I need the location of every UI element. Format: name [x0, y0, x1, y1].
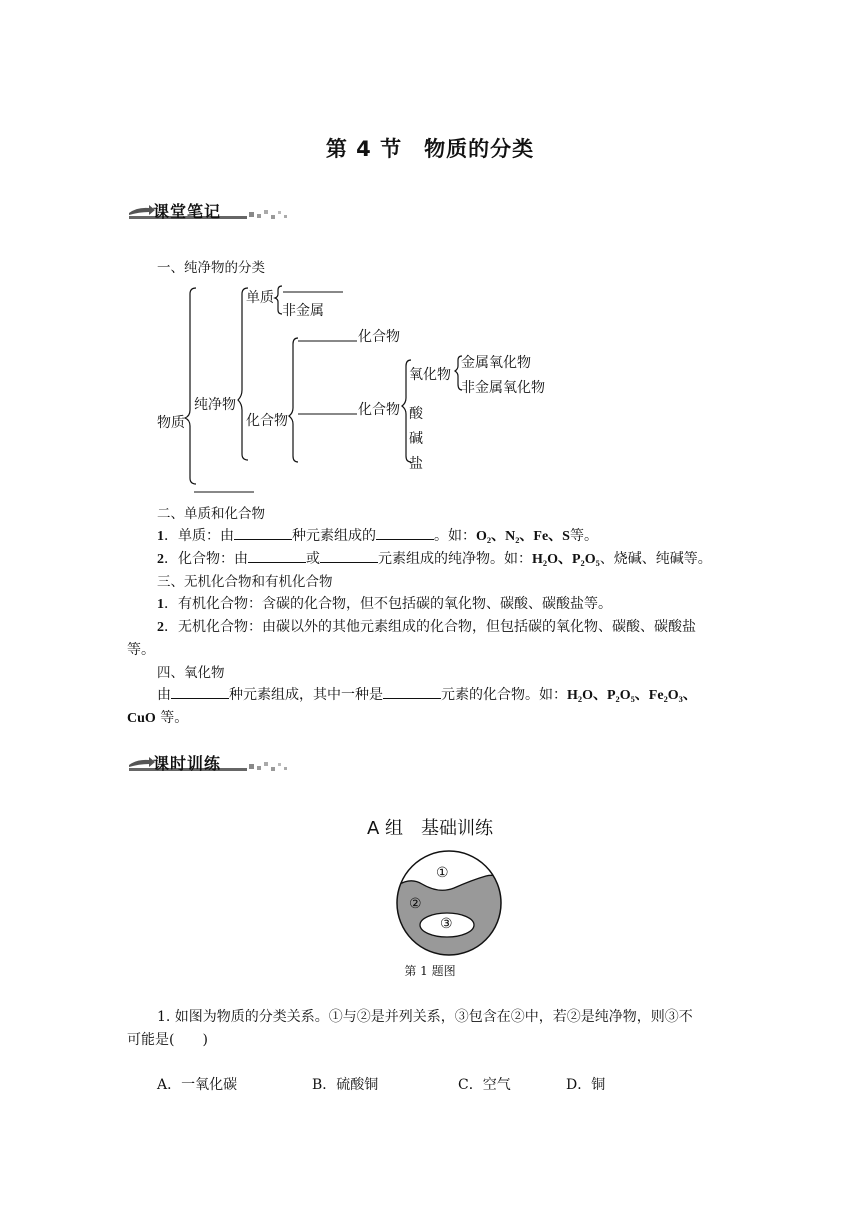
tree-node-compound1: 化合物	[358, 329, 400, 345]
tree-node-base: 碱	[409, 431, 423, 447]
fill-blank[interactable]	[376, 526, 434, 540]
text: 或	[306, 551, 320, 567]
text: 种元素组成的	[292, 528, 376, 544]
venn-figure	[394, 848, 504, 958]
fill-blank[interactable]	[320, 549, 378, 563]
tree-node-compound2: 化合物	[358, 402, 400, 418]
text-line	[157, 525, 598, 545]
text-line	[127, 707, 188, 727]
item-number: 2	[157, 620, 164, 635]
item-number: 1	[157, 529, 164, 544]
text: 、烧碱、纯碱等。	[599, 551, 712, 567]
option-a[interactable]: A．一氧化碳	[157, 1077, 238, 1093]
option-b[interactable]: B．硫酸铜	[312, 1077, 379, 1093]
option-c[interactable]: C．空气	[458, 1077, 511, 1093]
banner-title: 课时训练	[153, 754, 222, 773]
formula: H₂O、P₂O₅	[532, 552, 600, 567]
text-line: 等。	[127, 642, 155, 658]
question-stem: 可能是( )	[127, 1032, 208, 1048]
formula: H₂O、P₂O₅、Fe₂O₃、	[567, 688, 697, 703]
text: 元素的化合物。如：	[441, 687, 567, 703]
text: ．化合物：由	[164, 551, 248, 567]
fill-blank[interactable]	[234, 526, 292, 540]
group-title: A 组 基础训练	[366, 818, 494, 839]
tree-node-nonmetal: 非金属	[282, 303, 324, 319]
text-line	[157, 616, 696, 636]
tree-node-oxide: 氧化物	[409, 367, 451, 383]
page-title: 第 4 节 物质的分类	[325, 137, 535, 161]
section-heading: 一、纯净物的分类	[157, 260, 265, 276]
option-d[interactable]: D．铜	[566, 1077, 606, 1093]
tree-node-salt: 盐	[409, 456, 423, 472]
section-heading: 三、无机化合物和有机化合物	[157, 574, 333, 590]
region-label-2: ②	[409, 896, 422, 912]
formula: CuO	[127, 711, 156, 726]
text: 等。	[155, 710, 189, 726]
tree-node-element: 单质	[246, 290, 274, 306]
text: 等。	[569, 528, 598, 544]
region-label-3: ③	[440, 916, 453, 932]
text: ．单质：由	[164, 528, 234, 544]
figure-caption: 第 1 题图	[404, 964, 456, 978]
text: 元素组成的纯净物。如：	[378, 551, 532, 567]
banner-title: 课堂笔记	[153, 202, 222, 221]
tree-braces	[0, 0, 860, 500]
tree-node-metal-oxide: 金属氧化物	[461, 355, 531, 371]
section-heading: 二、单质和化合物	[157, 506, 265, 522]
text: 由	[157, 687, 171, 703]
text: ．无机化合物：由碳以外的其他元素组成的化合物，但包括碳的氧化物、碳酸、碳酸盐	[164, 619, 696, 635]
fill-blank[interactable]	[171, 685, 229, 699]
question-stem: 1. 如图为物质的分类关系。①与②是并列关系，③包含在②中，若②是纯净物，则③不	[157, 1009, 693, 1025]
tree-node-substance: 物质	[157, 415, 185, 431]
tree-node-compound: 化合物	[246, 413, 288, 429]
text-line	[157, 548, 712, 568]
text: 种元素组成，其中一种是	[229, 687, 383, 703]
text-line	[157, 684, 697, 704]
tree-node-pure: 纯净物	[194, 397, 236, 413]
text: 。如：	[434, 528, 476, 544]
section-heading: 四、氧化物	[157, 665, 225, 681]
region-label-1: ①	[436, 865, 449, 881]
item-number: 2	[157, 552, 164, 567]
tree-node-nonmetal-oxide: 非金属氧化物	[461, 380, 545, 396]
text-line	[157, 593, 612, 613]
section-banner-exercise	[127, 749, 297, 775]
fill-blank[interactable]	[248, 549, 306, 563]
formula: O₂、N₂、Fe、S	[476, 529, 570, 544]
item-number: 1	[157, 597, 164, 612]
fill-blank[interactable]	[383, 685, 441, 699]
tree-node-acid: 酸	[409, 406, 423, 422]
text: ．有机化合物：含碳的化合物，但不包括碳的氧化物、碳酸、碳酸盐等。	[164, 596, 612, 612]
